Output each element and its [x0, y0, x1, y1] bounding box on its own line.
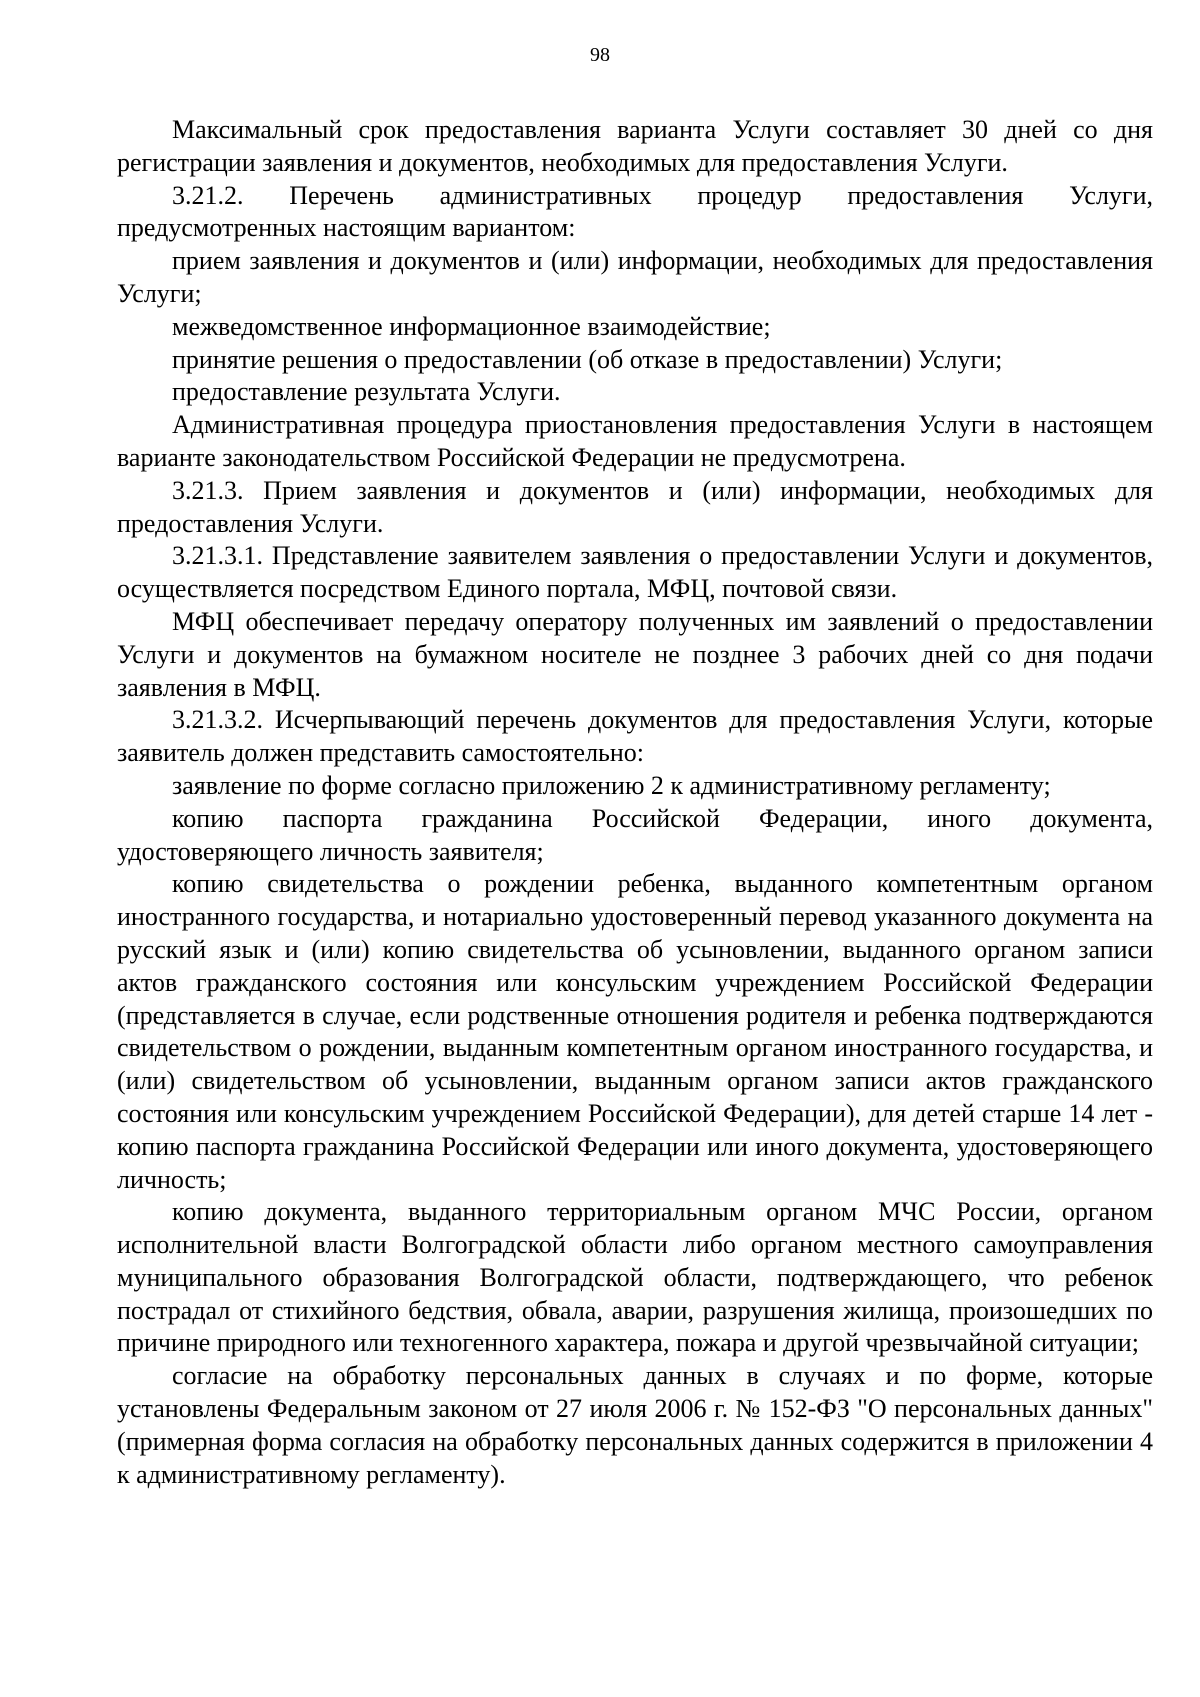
body-paragraph: заявление по форме согласно приложению 2 к административному регламенту;	[172, 770, 1051, 800]
body-paragraph: 3.21.3.2. Исчерпывающий перечень документов для предоставления Услуги, которые заявитель должен представить самостоятельно:	[117, 705, 1153, 768]
body-paragraph: 3.21.3. Прием заявления и документов и (или) информации, необходимых для предоставления Услуги.	[117, 475, 1153, 538]
body-paragraph: прием заявления и документов и (или) информации, необходимых для предоставления Услуги;	[117, 246, 1153, 308]
body-paragraph: предоставление результата Услуги.	[172, 377, 561, 407]
body-paragraph: согласие на обработку персональных данных в случаях и по форме, которые установлены Федеральным законом от 27 июля 2006 г. № 152-ФЗ "О персональных данных" (примерная форма согласия на обработку персональных данных содержится в приложении 4 к административному регламенту).	[117, 1361, 1153, 1489]
body-paragraph: межведомственное информационное взаимодействие;	[172, 311, 771, 341]
document-body	[117, 114, 1153, 1491]
body-paragraph: 3.21.3.1. Представление заявителем заявления о предоставлении Услуги и документов, осуществляется посредством Единого портала, МФЦ, почтовой связи.	[117, 541, 1153, 604]
body-paragraph: Максимальный срок предоставления варианта Услуги составляет 30 дней со дня регистрации заявления и документов, необходимых для предоставления Услуги.	[117, 115, 1153, 177]
body-paragraph: копию паспорта гражданина Российской Федерации, иного документа, удостоверяющего личность заявителя;	[117, 803, 1153, 866]
body-paragraph: Административная процедура приостановления предоставления Услуги в настоящем варианте законодательством Российской Федерации не предусмотрена.	[117, 410, 1153, 472]
body-paragraph: 3.21.2. Перечень административных процедур предоставления Услуги, предусмотренных настоящим вариантом:	[117, 180, 1153, 243]
page-number: 98	[590, 44, 610, 66]
body-paragraph: копию документа, выданного территориальным органом МЧС России, органом исполнительной власти Волгоградской области либо органом местного самоуправления муниципального образования Волгоградской области, подтверждающего, что ребенок пострадал от стихийного бедствия, обвала, аварии, разрушения жилища, произошедших по причине природного или техногенного характера, пожара и другой чрезвычайной ситуации;	[117, 1197, 1153, 1358]
body-paragraph: МФЦ обеспечивает передачу оператору полученных им заявлений о предоставлении Услуги и документов на бумажном носителе не позднее 3 рабочих дней со дня подачи заявления в МФЦ.	[117, 606, 1153, 702]
body-paragraph: копию свидетельства о рождении ребенка, выданного компетентным органом иностранного государства, и нотариально удостоверенный перевод указанного документа на русский язык и (или) копию свидетельства об усыновлении, выданного органом записи актов гражданского состояния или консульским учреждением Российской Федерации (представляется в случае, если родственные отношения родителя и ребенка подтверждаются свидетельством о рождении, выданным компетентным органом иностранного государства, и (или) свидетельством об усыновлении, выданным органом записи актов гражданского состояния или консульским учреждением Российской Федерации), для детей старше 14 лет - копию паспорта гражданина Российской Федерации или иного документа, удостоверяющего личность;	[117, 869, 1153, 1194]
body-paragraph: принятие решения о предоставлении (об отказе в предоставлении) Услуги;	[172, 344, 1003, 374]
